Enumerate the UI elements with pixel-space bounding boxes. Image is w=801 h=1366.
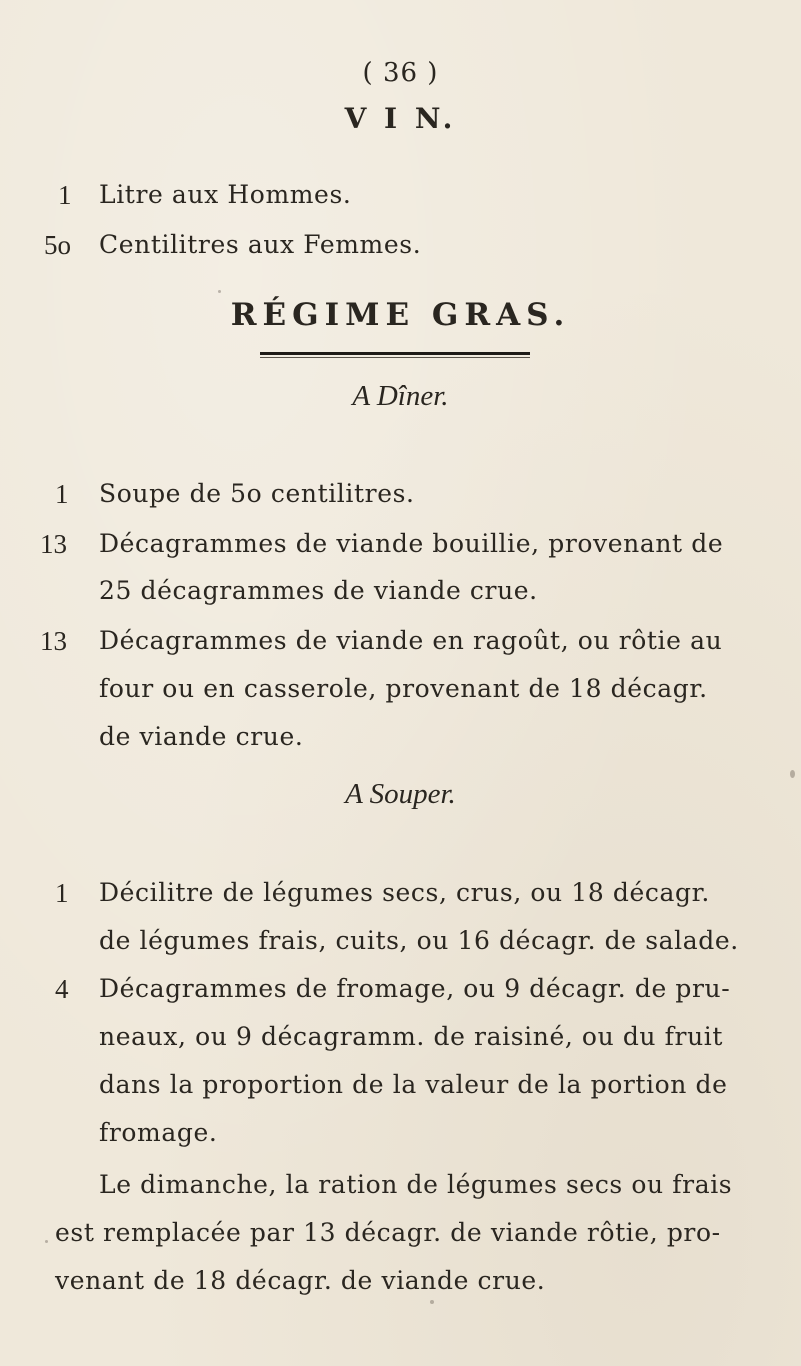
diner-heading: A Dîner.: [352, 380, 449, 412]
souper-item-line: fromage.: [99, 1118, 218, 1147]
sunday-note-line: venant de 18 décagr. de viande crue.: [55, 1266, 546, 1295]
diner-item-line: Décagrammes de viande en ragoût, ou rôtie au: [99, 626, 723, 655]
souper-item-line: neaux, ou 9 décagramm. de raisiné, ou du fruit: [99, 1022, 724, 1051]
page-number: ( 36 ): [362, 58, 439, 88]
souper-heading: A Souper.: [345, 778, 456, 810]
souper-item-line: de légumes frais, cuits, ou 16 décagr. de salade.: [99, 926, 739, 955]
sunday-note-line: Le dimanche, la ration de légumes secs ou frais: [99, 1170, 733, 1199]
wine-section-title: V I N.: [344, 102, 457, 135]
paper-speck: [790, 770, 795, 778]
divider-rule: [260, 352, 530, 355]
diner-item-line: Décagrammes de viande bouillie, provenant de: [99, 529, 724, 558]
diner-item-qty: 1: [55, 479, 69, 509]
paper-speck: [218, 290, 221, 293]
wine-item-text: Litre aux Hommes.: [99, 180, 352, 209]
paper-speck: [430, 1300, 434, 1304]
diner-item-line: four ou en casserole, provenant de 18 décagr.: [99, 674, 708, 703]
souper-item-qty: 1: [55, 878, 69, 908]
wine-item-text: Centilitres aux Femmes.: [99, 230, 422, 259]
wine-item-qty: 1: [58, 180, 72, 210]
regime-title: RÉGIME GRAS.: [230, 297, 571, 333]
diner-item-line: de viande crue.: [99, 722, 304, 751]
wine-item-qty: 5o: [44, 230, 71, 260]
souper-item-line: Décagrammes de fromage, ou 9 décagr. de pru-: [99, 974, 731, 1003]
diner-item-qty: 13: [40, 529, 67, 559]
diner-item-line: 25 décagrammes de viande crue.: [99, 576, 538, 605]
diner-item-line: Soupe de 5o centilitres.: [99, 479, 415, 508]
sunday-note-line: est remplacée par 13 décagr. de viande rôtie, pro-: [55, 1218, 721, 1247]
diner-item-qty: 13: [40, 626, 67, 656]
souper-item-line: dans la proportion de la valeur de la portion de: [99, 1070, 728, 1099]
souper-item-line: Décilitre de légumes secs, crus, ou 18 décagr.: [99, 878, 710, 907]
souper-item-qty: 4: [55, 974, 69, 1004]
paper-speck: [45, 1240, 48, 1243]
